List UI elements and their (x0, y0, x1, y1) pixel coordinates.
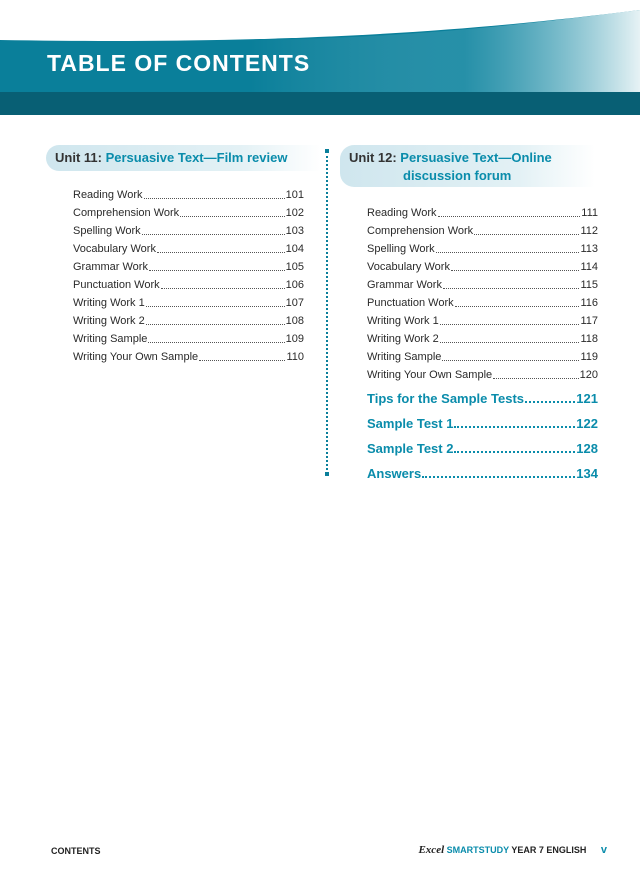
unit-11-heading (46, 145, 321, 171)
toc-row[interactable]: Reading Work 101 (73, 189, 304, 201)
toc-row[interactable]: Reading Work 111 (367, 207, 598, 219)
page-number: v (600, 844, 607, 856)
unit-12-label: Unit 12: (349, 150, 397, 165)
footer-series-name: SMARTSTUDY (446, 845, 509, 855)
toc-row[interactable]: Grammar Work 105 (73, 261, 304, 273)
unit-12-title-line2: discussion forum (403, 168, 512, 183)
toc-row[interactable]: Grammar Work 115 (367, 279, 598, 291)
toc-row[interactable]: Punctuation Work 116 (367, 297, 598, 309)
toc-row[interactable]: Spelling Work 113 (367, 243, 598, 255)
toc-row[interactable]: Writing Work 2 108 (73, 315, 304, 327)
header-banner (0, 0, 640, 115)
unit-12-title-line1: Persuasive Text—Online (400, 150, 552, 165)
toc-row[interactable]: Vocabulary Work 114 (367, 261, 598, 273)
toc-row[interactable]: Writing Your Own Sample 110 (73, 351, 304, 363)
toc-row[interactable]: Writing Work 1 107 (73, 297, 304, 309)
toc-row[interactable]: Vocabulary Work 104 (73, 243, 304, 255)
footer-section-label: CONTENTS (51, 846, 101, 856)
toc-row[interactable]: Punctuation Work 106 (73, 279, 304, 291)
toc-row[interactable]: Comprehension Work 102 (73, 207, 304, 219)
unit-11-list (73, 186, 304, 366)
section-link-sample-test-2[interactable]: Sample Test 2 128 (367, 441, 598, 456)
footer-subject: YEAR 7 ENGLISH (511, 845, 587, 855)
unit-11-title: Persuasive Text—Film review (105, 150, 288, 165)
toc-row[interactable]: Writing Work 2 118 (367, 333, 598, 345)
footer-brand: Excel (418, 844, 445, 856)
page-title: TABLE OF CONTENTS (47, 50, 311, 76)
sections-list (367, 386, 598, 486)
toc-row[interactable]: Comprehension Work 112 (367, 225, 598, 237)
banner-stripe (0, 92, 640, 115)
toc-row[interactable]: Writing Sample 109 (73, 333, 304, 345)
toc-row[interactable]: Writing Sample 119 (367, 351, 598, 363)
section-link-sample-test-1[interactable]: Sample Test 1 122 (367, 416, 598, 431)
column-divider (326, 151, 328, 474)
unit-11-label: Unit 11: (55, 150, 102, 165)
toc-row[interactable]: Writing Work 1 117 (367, 315, 598, 327)
toc-row[interactable]: Spelling Work 103 (73, 225, 304, 237)
unit-12-heading (340, 145, 595, 187)
section-link-tips[interactable]: Tips for the Sample Tests 121 (367, 391, 598, 406)
unit-12-list (367, 204, 598, 384)
toc-row[interactable]: Writing Your Own Sample 120 (367, 369, 598, 381)
footer-series (418, 844, 607, 856)
section-link-answers[interactable]: Answers 134 (367, 466, 598, 481)
